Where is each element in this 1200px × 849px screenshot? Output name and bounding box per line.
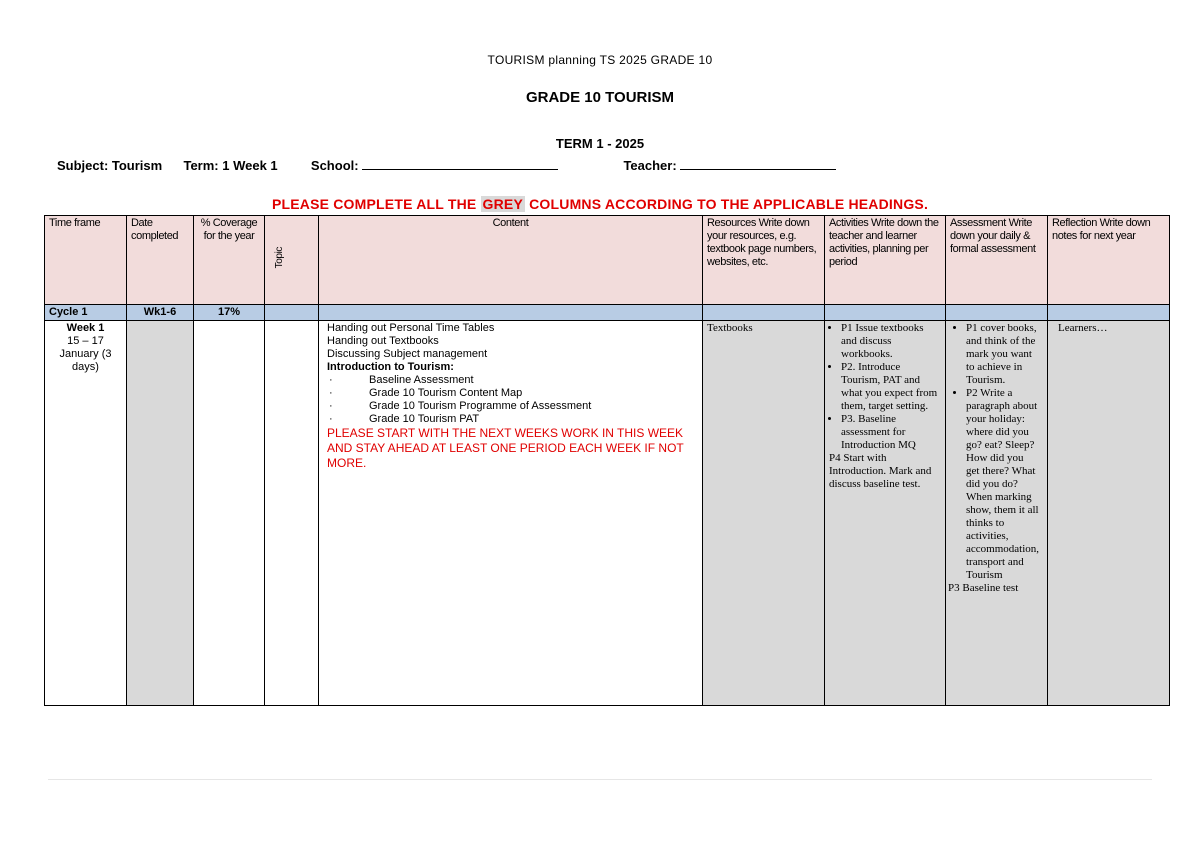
- cycle-reflection-cell: [1048, 305, 1170, 321]
- week-dates: 15 – 17 January (3 days): [59, 335, 112, 373]
- header-assessment: Assessment Write down your daily & formal assessment: [946, 216, 1048, 305]
- list-item: · Grade 10 Tourism Content Map: [329, 387, 523, 399]
- reflection-text: Learners…: [1058, 322, 1108, 334]
- list-item: • P3. Baseline assessment for Introduction MQ: [841, 413, 941, 452]
- week-label: Week 1: [66, 322, 105, 334]
- list-item: • P1 Issue textbooks and discuss workbooks.: [841, 322, 941, 361]
- reflection-cell[interactable]: [1048, 321, 1170, 706]
- planning-table: [44, 215, 1170, 706]
- cycle-assessment-cell: [946, 305, 1048, 321]
- header-content: Content: [319, 216, 703, 305]
- list-item: · Grade 10 Tourism Programme of Assessment: [329, 400, 592, 412]
- teacher-field[interactable]: [680, 157, 836, 170]
- week-cell: [45, 321, 127, 706]
- activities-extra: P4 Start with Introduction. Mark and discuss baseline test.: [829, 452, 932, 490]
- notice-text-before: PLEASE COMPLETE ALL THE: [271, 196, 481, 212]
- list-item: • P2. Introduce Tourism, PAT and what you expect from them, target setting.: [841, 361, 941, 413]
- header-coverage: % Coverage for the year: [194, 216, 265, 305]
- header-activities: Activities Write down the teacher and learner activities, planning per period: [825, 216, 946, 305]
- topic-cell: [265, 321, 319, 706]
- teacher-label: Teacher:: [623, 158, 677, 173]
- document-header: TOURISM planning TS 2025 GRADE 10: [487, 53, 713, 67]
- cycle-activities-cell: [825, 305, 946, 321]
- header-time-frame: Time frame: [45, 216, 127, 305]
- content-cell: [319, 321, 703, 706]
- content-line-2: Handing out Textbooks: [327, 335, 439, 347]
- content-red-notice: PLEASE START WITH THE NEXT WEEKS WORK IN THIS WEEK AND STAY AHEAD AT LEAST ONE PERIOD EACH WEEK IF NOT MORE.: [327, 426, 684, 470]
- subject-label: Subject: Tourism: [57, 158, 163, 173]
- resources-cell[interactable]: [703, 321, 825, 706]
- assessment-extra: P3 Baseline test: [948, 582, 1019, 594]
- school-field[interactable]: [362, 157, 558, 170]
- assessment-list: [948, 322, 1045, 582]
- activities-cell[interactable]: [825, 321, 946, 706]
- term-heading: TERM 1 - 2025: [555, 136, 645, 151]
- resources-text: Textbooks: [707, 322, 753, 334]
- content-heading: Introduction to Tourism:: [327, 361, 454, 373]
- cycle-weeks: Wk1-6: [127, 305, 194, 321]
- header-resources: Resources Write down your resources, e.g. textbook page numbers, websites, etc.: [703, 216, 825, 305]
- list-item: · Grade 10 Tourism PAT: [329, 413, 480, 425]
- subject-row: [57, 157, 836, 173]
- notice-grey-word: GREY: [482, 196, 524, 212]
- cycle-topic-cell: [265, 305, 319, 321]
- cycle-percent: 17%: [194, 305, 265, 321]
- page-title: GRADE 10 TOURISM: [525, 89, 675, 106]
- cycle-content-cell: [319, 305, 703, 321]
- date-completed-cell[interactable]: [127, 321, 194, 706]
- activities-list: [829, 322, 941, 452]
- header-date-completed: Date completed: [127, 216, 194, 305]
- content-line-1: Handing out Personal Time Tables: [327, 322, 495, 334]
- table-row-week-1: [45, 321, 1170, 706]
- assessment-cell[interactable]: [946, 321, 1048, 706]
- term-week-label: Term: 1 Week 1: [183, 158, 278, 173]
- list-item: • P2 Write a paragraph about your holiday: where did you go? eat? Sleep? How did you get there? What did you do? When marking show, them it all thinks to activities, accommodation, transport and Tourism: [966, 387, 1039, 582]
- content-line-3: Discussing Subject management: [327, 348, 488, 360]
- cycle-resources-cell: [703, 305, 825, 321]
- page-divider: [48, 779, 1152, 780]
- table-header-row: [45, 216, 1170, 305]
- header-reflection: Reflection Write down notes for next year: [1048, 216, 1170, 305]
- cycle-row: [45, 305, 1170, 321]
- list-item: · Baseline Assessment: [329, 374, 474, 386]
- notice-text-after: COLUMNS ACCORDING TO THE APPLICABLE HEADINGS.: [525, 196, 929, 212]
- header-topic-text: Topic: [274, 247, 285, 269]
- instruction-notice: [0, 196, 1200, 212]
- school-label: School:: [310, 158, 359, 173]
- header-topic: [265, 216, 319, 305]
- coverage-cell: [194, 321, 265, 706]
- cycle-label: Cycle 1: [45, 305, 127, 321]
- list-item: • P1 cover books, and think of the mark you want to achieve in Tourism.: [966, 322, 1039, 387]
